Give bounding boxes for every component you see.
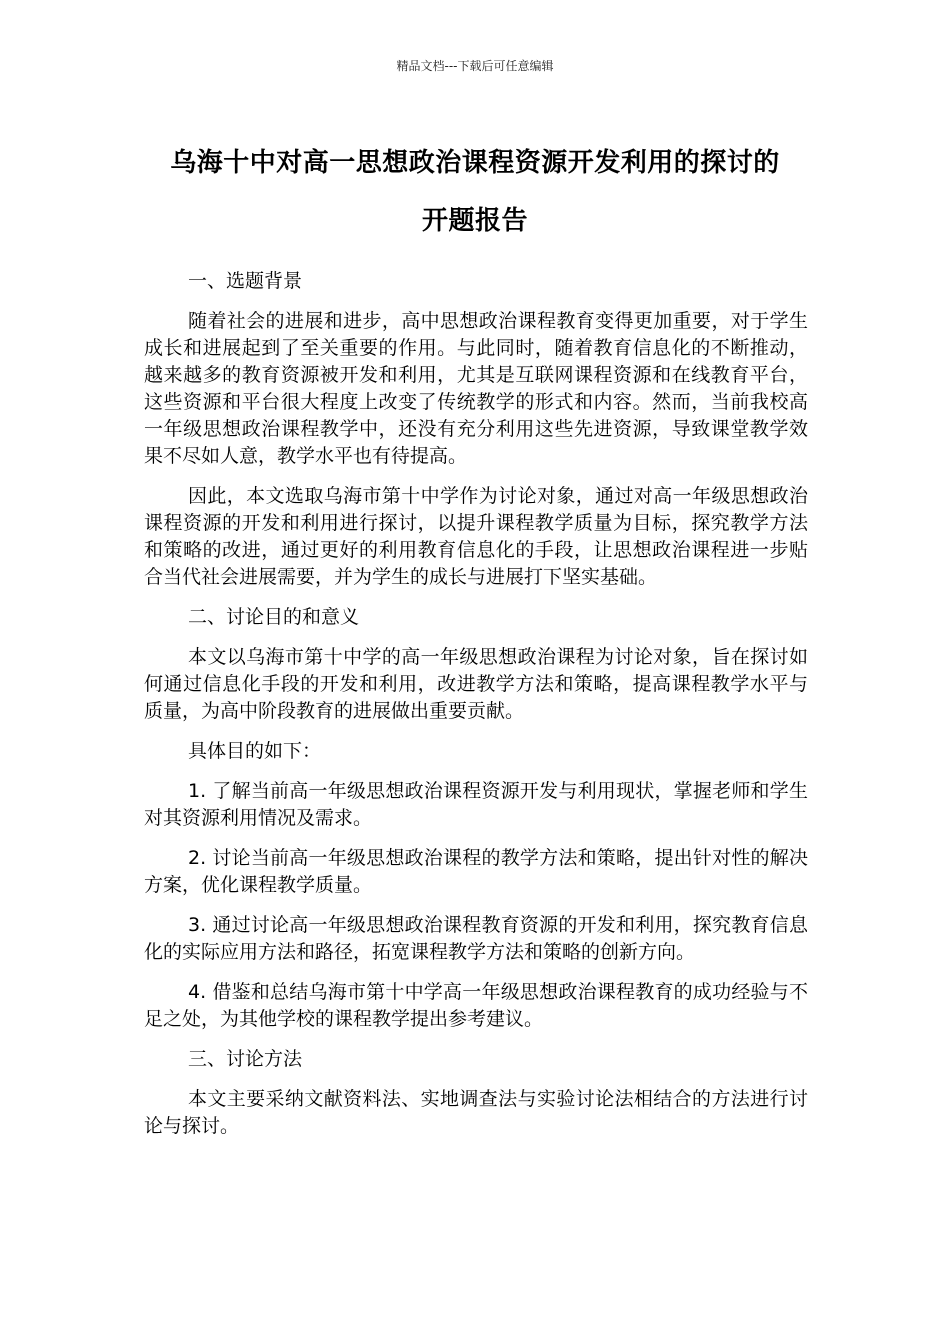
section-heading-method: 三、讨论方法 [188,1048,303,1070]
header-note: 精品文档---下载后可任意编辑 [396,59,554,73]
paragraph-background-1: 随着社会的进展和进步，高中思想政治课程教育变得更加重要，对于学生成长和进展起到了至关重要的作用。与此同时，随着教育信息化的不断推动，越来越多的教育资源被开发和利用，尤其是互联网课程资源和在线教育平台，这些资源和平台很大程度上改变了传统教学的形式和内容。然而，当前我校高一年级思想政治课程教学中，还没有充分利用这些先进资源，导致课堂教学效果不尽如人意，教学水平也有待提高。 [144,310,808,467]
paragraph-method-1: 本文主要采纳文献资料法、实地调查法与实验讨论法相结合的方法进行讨论与探讨。 [144,1088,808,1137]
paragraph-purpose-1: 本文以乌海市第十中学的高一年级思想政治课程为讨论对象，旨在探讨如何通过信息化手段的开发和利用，改进教学方法和策略，提高课程教学水平与质量，为高中阶段教育的进展做出重要贡献。 [144,646,808,722]
list-item-purpose-3: 3. 通过讨论高一年级思想政治课程教育资源的开发和利用，探究教育信息化的实际应用方法和路径，拓宽课程教学方法和策略的创新方向。 [144,914,808,963]
paragraph-purpose-2: 具体目的如下： [188,740,322,762]
section-heading-purpose: 二、讨论目的和意义 [188,606,360,628]
title-line-2: 开题报告 [421,206,528,236]
paragraph-background-2: 因此，本文选取乌海市第十中学作为讨论对象，通过对高一年级思想政治课程资源的开发和利用进行探讨，以提升课程教学质量为目标，探究教学方法和策略的改进，通过更好的利用教育信息化的手段，让思想政治课程进一步贴合当代社会进展需要，并为学生的成长与进展打下坚实基础。 [144,485,808,588]
document-body [144,268,808,1153]
section-heading-background: 一、选题背景 [188,270,303,292]
list-item-purpose-1: 1. 了解当前高一年级思想政治课程资源开发与利用现状，掌握老师和学生对其资源利用情况及需求。 [144,780,808,829]
list-item-purpose-4: 4. 借鉴和总结乌海市第十中学高一年级思想政治课程教育的成功经验与不足之处，为其他学校的课程教学提出参考建议。 [144,981,808,1030]
list-item-purpose-2: 2. 讨论当前高一年级思想政治课程的教学方法和策略，提出针对性的解决方案，优化课程教学质量。 [144,847,808,896]
title-line-1: 乌海十中对高一思想政治课程资源开发利用的探讨的 [170,148,780,178]
page-title [100,134,850,250]
